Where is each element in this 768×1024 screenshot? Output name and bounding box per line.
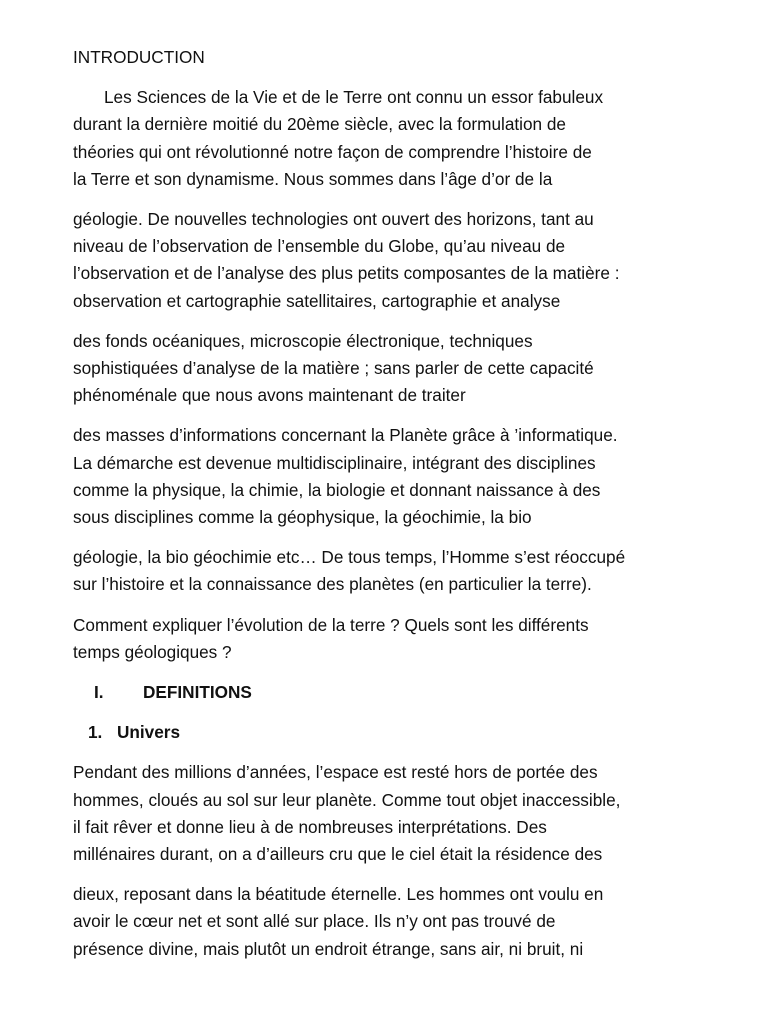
text-line: Pendant des millions d’années, l’espace est resté hors de portée des [73, 762, 598, 783]
text-line: hommes, cloués au sol sur leur planète. Comme tout objet inaccessible, [73, 789, 621, 810]
intro-paragraph-2 [73, 206, 693, 315]
text-line: La démarche est devenue multidisciplinaire, intégrant des disciplines [73, 452, 596, 473]
text-line: sur l’histoire et la connaissance des planètes (en particulier la terre). [73, 574, 592, 595]
text-line: niveau de l’observation de l’ensemble du Globe, qu’au niveau de [73, 236, 566, 257]
text-line: des fonds océaniques, microscopie électronique, techniques [73, 330, 533, 351]
text-line: sous disciplines comme la géophysique, la géochimie, la bio [73, 507, 532, 528]
text-line: Comment expliquer l’évolution de la terre ? Quels sont les différents [73, 614, 589, 635]
section-title: DEFINITIONS [143, 682, 252, 703]
subsection-number: 1. [88, 722, 103, 743]
text-line: il fait rêver et donne lieu à de nombreuses interprétations. Des [73, 816, 547, 837]
text-line: millénaires durant, on a d’ailleurs cru que le ciel était la résidence des [73, 844, 603, 865]
section-heading-definitions [73, 679, 693, 706]
section-number: I. [94, 682, 104, 703]
intro-paragraph-4 [73, 422, 693, 531]
text-line: sophistiquées d’analyse de la matière ; sans parler de cette capacité [73, 358, 594, 379]
text-line: comme la physique, la chimie, la biologie et donnant naissance à des [73, 479, 601, 500]
subsection-title: Univers [117, 722, 181, 743]
text-line: temps géologiques ? [73, 641, 232, 662]
intro-title: INTRODUCTION [73, 47, 205, 67]
text-line: présence divine, mais plutôt un endroit étrange, sans air, ni bruit, ni [73, 938, 584, 959]
intro-paragraph-3 [73, 328, 693, 410]
text-line: géologie, la bio géochimie etc… De tous temps, l’Homme s’est réoccupé [73, 547, 626, 568]
text-line: avoir le cœur net et sont allé sur place. Ils n’y ont pas trouvé de [73, 911, 556, 932]
text-line: théories qui ont révolutionné notre façon de comprendre l’histoire de [73, 141, 592, 162]
intro-paragraph-5 [73, 544, 693, 598]
intro-paragraph-6 [73, 612, 693, 666]
text-line: l’observation et de l’analyse des plus petits composantes de la matière : [73, 263, 620, 284]
text-line: la Terre et son dynamisme. Nous sommes dans l’âge d’or de la [73, 168, 553, 189]
document-page [73, 44, 693, 976]
subsection-heading-univers [73, 719, 693, 746]
text-line: Les Sciences de la Vie et de le Terre ont connu un essor fabuleux [104, 87, 604, 108]
text-line: observation et cartographie satellitaires, cartographie et analyse [73, 290, 561, 311]
univers-paragraph-1 [73, 759, 693, 868]
intro-paragraph-1 [73, 84, 693, 193]
univers-paragraph-2 [73, 881, 693, 963]
text-line: durant la dernière moitié du 20ème siècle, avec la formulation de [73, 114, 566, 135]
text-line: phénoménale que nous avons maintenant de traiter [73, 385, 466, 406]
text-line: des masses d’informations concernant la Planète grâce à ’informatique. [73, 425, 618, 446]
text-line: dieux, reposant dans la béatitude éternelle. Les hommes ont voulu en [73, 884, 604, 905]
text-line: géologie. De nouvelles technologies ont ouvert des horizons, tant au [73, 209, 594, 230]
